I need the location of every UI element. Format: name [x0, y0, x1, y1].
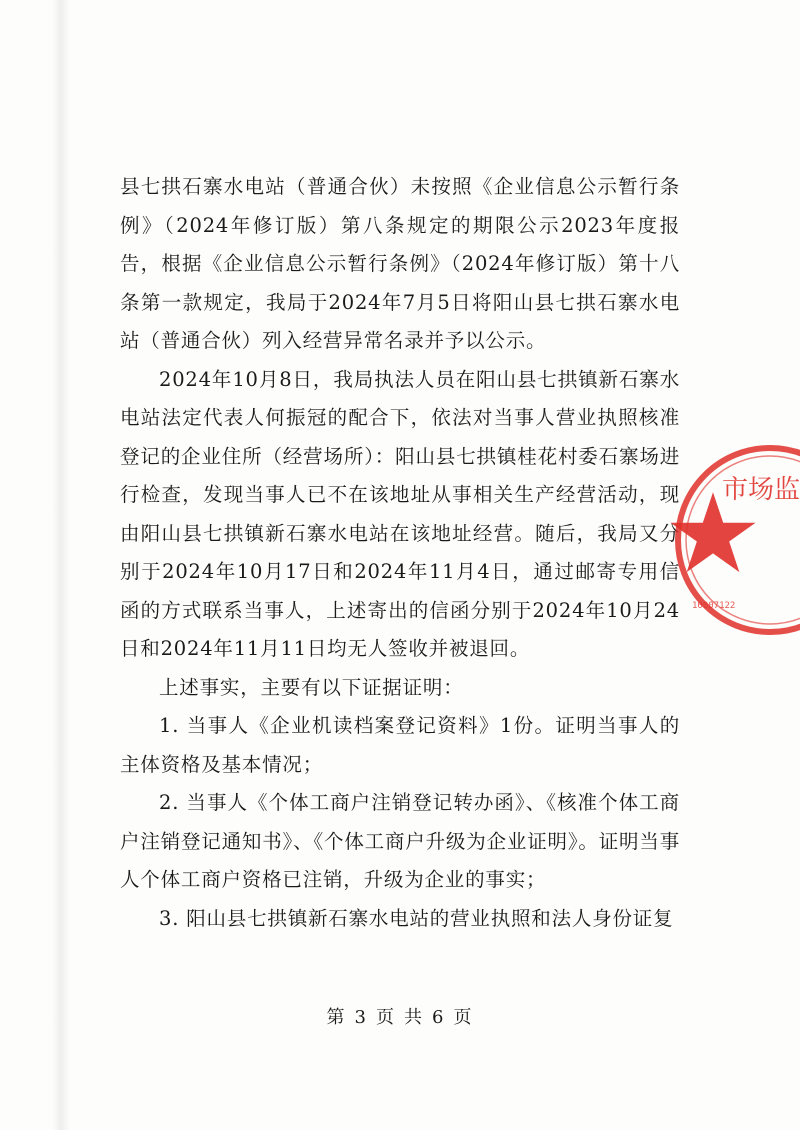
official-seal-icon: [670, 440, 800, 640]
page-footer: [0, 1003, 800, 1029]
seal-text: 市场监: [722, 475, 800, 505]
footer-prefix: 第: [326, 1007, 347, 1028]
paragraph-2: 2024年10月8日，我局执法人员在阳山县七拱镇新石寨水电站法定代表人何振冠的配合下，依法对当事人营业执照核准登记的企业住所（经营场所）：阳山县七拱镇桂花村委石寨场进行检查，发现当事人已不在该地址从事相关生产经营活动，现由阳山县七拱镇新石寨水电站在该地址经营。随后，我局又分别于2024年10月17日和2024年11月4日，通过邮寄专用信函的方式联系当事人，上述寄出的信函分别于2024年10月24日和2024年11月11日均无人签收并被退回。: [120, 367, 680, 660]
scan-binding-shadow: [52, 0, 70, 1130]
footer-current-page: 3: [354, 1007, 368, 1028]
footer-total-label: 共: [404, 1007, 424, 1028]
footer-total-pages: 6: [432, 1007, 446, 1028]
footer-suffix: 页: [453, 1007, 474, 1028]
paragraph-3: 上述事实，主要有以下证据证明：: [159, 675, 464, 699]
paragraph-1: 县七拱石寨水电站（普通合伙）未按照《企业信息公示暂行条例》（2024年修订版）第八条规定的期限公示2023年度报告，根据《企业信息公示暂行条例》（2024年修订版）第十八条第一款规定，我局于2024年7月5日将阳山县七拱石寨水电站（普通合伙）列入经营异常名录并予以公示。: [120, 175, 680, 352]
evidence-item-1: 1. 当事人《企业机读档案登记资料》1份。证明当事人的主体资格及基本情况；: [120, 714, 680, 776]
document-body: [120, 168, 680, 938]
evidence-item-3: 3. 阳山县七拱镇新石寨水电站的营业执照和法人身份证复: [159, 906, 674, 930]
seal-number: 10007122: [692, 601, 736, 611]
footer-page-label: 页: [376, 1007, 396, 1028]
evidence-item-2: 2. 当事人《个体工商户注销登记转办函》、《核准个体工商户注销登记通知书》、《个体工商户升级为企业证明》。证明当事人个体工商户资格已注销，升级为企业的事实；: [120, 791, 680, 891]
